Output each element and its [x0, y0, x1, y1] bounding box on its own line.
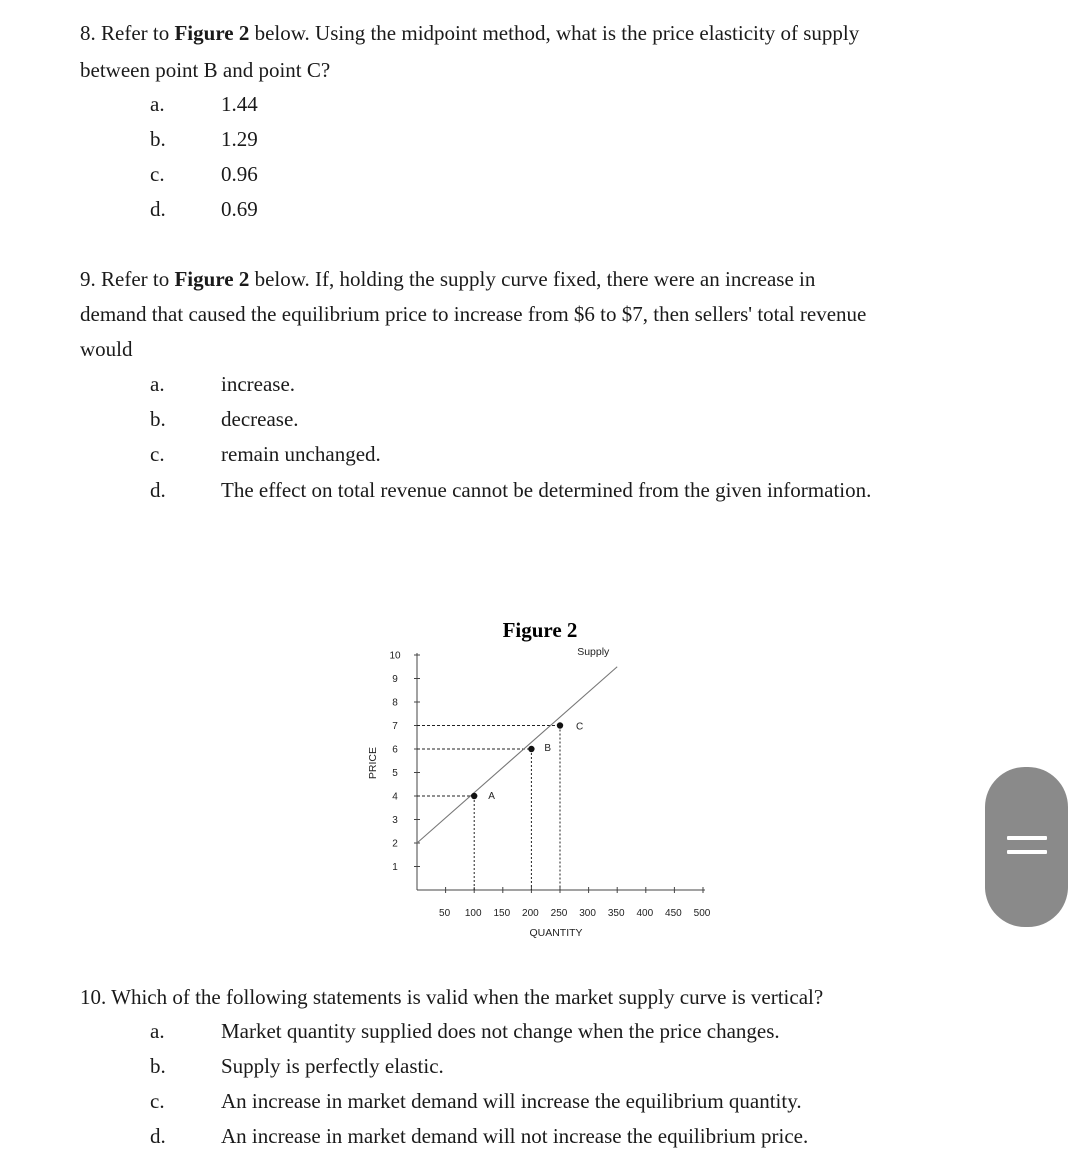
chart-points: [471, 722, 583, 803]
point-label-c: C: [576, 721, 584, 733]
supply-curve-label: Supply: [577, 645, 610, 658]
q9-line-3: would: [80, 337, 133, 361]
chart-guide-lines: [417, 726, 560, 891]
x-tick-label: 350: [607, 908, 625, 919]
x-tick-labels: [439, 908, 711, 919]
x-tick-label: 200: [522, 908, 539, 919]
y-tick-label: 8: [392, 697, 398, 709]
x-tick-label: 100: [464, 908, 482, 919]
x-tick-label: 150: [493, 908, 511, 919]
x-tick-label: 450: [665, 908, 682, 919]
y-tick-label: 7: [392, 721, 398, 732]
y-tick-label: 9: [392, 674, 398, 685]
grip-line-icon: [1007, 836, 1047, 840]
q8-line-1: 8. Refer to Figure 2 below. Using the midpoint method, what is the price elasticity of supply: [80, 21, 860, 45]
x-axis-label: QUANTITY: [529, 927, 583, 939]
x-tick-label: 50: [439, 908, 451, 919]
chart-series: [417, 667, 617, 843]
data-point-b: [528, 746, 534, 752]
grip-line-icon: [1007, 850, 1047, 854]
q9-line-1: 9. Refer to Figure 2 below. If, holding the supply curve fixed, there were an increase in: [80, 267, 816, 291]
figure-2-chart: [355, 610, 735, 950]
supply-curve-line: [417, 667, 617, 843]
point-label-b: B: [544, 743, 552, 754]
y-tick-label: 2: [392, 838, 398, 850]
y-axis-label: PRICE: [367, 747, 379, 780]
q9-line-2: demand that caused the equilibrium price to increase from $6 to $7, then sellers' total revenue: [80, 302, 867, 326]
chart-title: Figure 2: [502, 618, 578, 642]
y-tick-label: 5: [392, 768, 398, 779]
chart-axes: [414, 653, 705, 893]
y-tick-label: 10: [389, 650, 401, 662]
y-tick-label: 4: [392, 791, 398, 803]
y-tick-labels: [389, 651, 401, 874]
data-point-c: [557, 722, 563, 728]
x-tick-label: 400: [636, 908, 654, 919]
q10-line-1: 10. Which of the following statements is valid when the market supply curve is vertical?: [80, 985, 824, 1009]
data-point-a: [471, 793, 477, 799]
x-tick-label: 300: [579, 908, 596, 919]
scroll-handle[interactable]: [985, 767, 1068, 927]
x-tick-label: 500: [693, 908, 711, 919]
y-tick-label: 3: [392, 815, 398, 826]
x-tick-label: 250: [550, 908, 568, 919]
q8-line-2: between point B and point C?: [80, 58, 331, 82]
supply-chart-svg: [355, 610, 735, 950]
y-tick-label: 1: [392, 862, 398, 873]
point-label-a: A: [488, 791, 495, 802]
y-tick-label: 6: [392, 744, 398, 756]
